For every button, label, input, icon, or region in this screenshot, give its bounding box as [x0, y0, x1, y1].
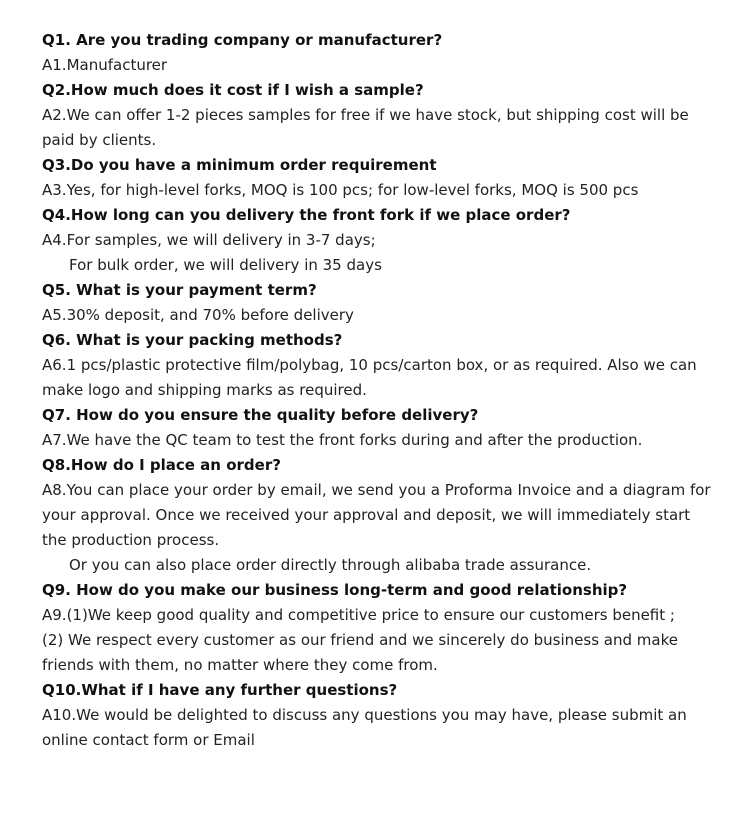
faq-item-q1: [42, 28, 712, 78]
faq-question: Q10.What if I have any further questions?: [42, 681, 398, 699]
faq-answer: A10.We would be delighted to discuss any questions you may have, please submit an online contact form or Email: [42, 706, 687, 749]
faq-question: Q8.How do I place an order?: [42, 456, 281, 474]
faq-answer-continued: (2) We respect every customer as our friend and we sincerely do business and make friends with them, no matter where they come from.: [42, 631, 678, 674]
faq-answer: A2.We can offer 1-2 pieces samples for free if we have stock, but shipping cost will be paid by clients.: [42, 106, 689, 149]
faq-question: Q9. How do you make our business long-term and good relationship?: [42, 581, 628, 599]
faq-item-q10: [42, 678, 712, 753]
faq-item-q2: [42, 78, 712, 153]
faq-question: Q1. Are you trading company or manufacturer?: [42, 31, 443, 49]
faq-question: Q4.How long can you delivery the front fork if we place order?: [42, 206, 571, 224]
faq-answer: A4.For samples, we will delivery in 3-7 days;: [42, 231, 376, 249]
faq-answer: A6.1 pcs/plastic protective film/polybag, 10 pcs/carton box, or as required. Also we can make logo and shipping marks as required.: [42, 356, 697, 399]
faq-question: Q7. How do you ensure the quality before delivery?: [42, 406, 479, 424]
faq-question: Q2.How much does it cost if I wish a sample?: [42, 81, 424, 99]
faq-item-q3: [42, 153, 712, 203]
faq-item-q9: [42, 578, 712, 678]
faq-answer: A3.Yes, for high-level forks, MOQ is 100 pcs; for low-level forks, MOQ is 500 pcs: [42, 181, 639, 199]
faq-answer: A7.We have the QC team to test the front forks during and after the production.: [42, 431, 643, 449]
faq-answer: A5.30% deposit, and 70% before delivery: [42, 306, 354, 324]
faq-list: [42, 28, 712, 753]
faq-question: Q5. What is your payment term?: [42, 281, 317, 299]
faq-answer-continued: Or you can also place order directly through alibaba trade assurance.: [69, 556, 592, 574]
faq-question: Q6. What is your packing methods?: [42, 331, 343, 349]
faq-answer: A9.(1)We keep good quality and competitive price to ensure our customers benefit ;: [42, 606, 675, 624]
faq-answer: A1.Manufacturer: [42, 56, 168, 74]
faq-item-q7: [42, 403, 712, 453]
faq-question: Q3.Do you have a minimum order requirement: [42, 156, 437, 174]
faq-answer: A8.You can place your order by email, we send you a Proforma Invoice and a diagram for your approval. Once we received your approval and deposit, we will immediately start the production process.: [42, 481, 711, 549]
faq-item-q4: [42, 203, 712, 278]
faq-item-q8: [42, 453, 712, 578]
faq-item-q5: [42, 278, 712, 328]
faq-answer-continued: For bulk order, we will delivery in 35 days: [69, 256, 382, 274]
faq-item-q6: [42, 328, 712, 403]
